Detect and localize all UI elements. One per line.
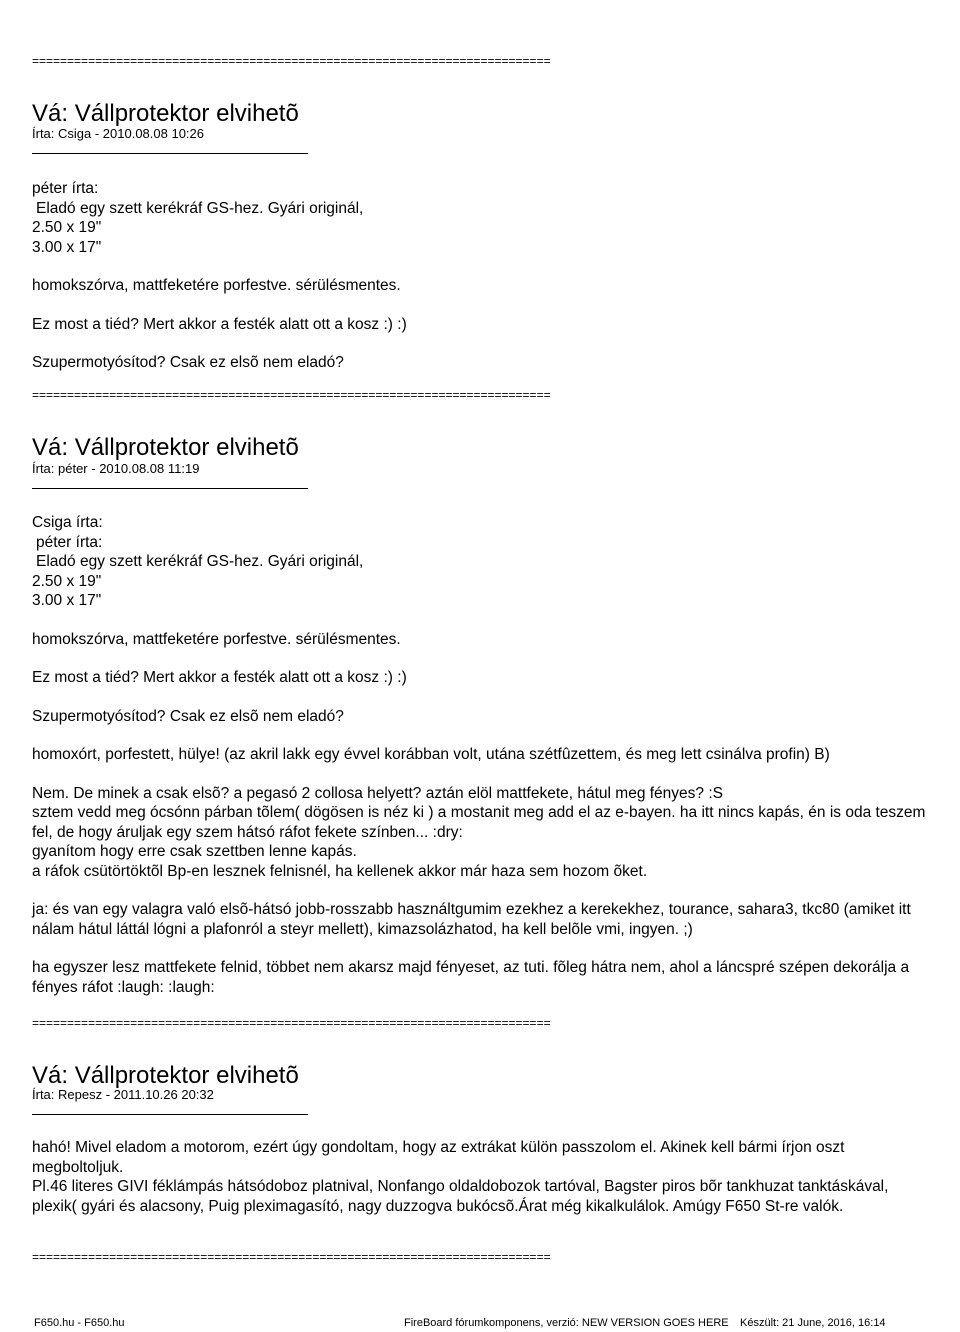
post-meta: Írta: péter - 2010.08.08 11:19 — [32, 461, 200, 476]
post-text: Ez most a tiéd? Mert akkor a festék alatt ott a kosz :) :) — [32, 315, 407, 333]
quote-text: Eladó egy szett kerékráf GS-hez. Gyári originál, — [36, 553, 364, 570]
post-body — [32, 1138, 932, 1216]
quote-text: homokszórva, mattfeketére porfestve. sérülésmentes. — [32, 630, 401, 648]
post-meta: Írta: Repesz - 2011.10.26 20:32 — [32, 1087, 214, 1102]
post-title: Vá: Vállprotektor elvihetõ — [32, 100, 299, 127]
post-text: Szupermotyósítod? Csak ez elsõ nem eladó? — [32, 354, 344, 371]
quote-author: péter írta: — [32, 180, 99, 197]
separator-line: ========================================================================== — [32, 54, 551, 68]
post-rule — [32, 1114, 308, 1115]
quote-author: Csiga írta: — [32, 514, 103, 531]
post-body — [32, 179, 932, 373]
post-text: sztem vedd meg ócsónn párban tõlem( dögösen is néz ki ) a mostanit meg add el az e-bayen. ha itt nincs kapás, én is oda teszem fel, de hogy áruljak egy szem hátsó ráfot fekete színben... :dry: — [32, 804, 926, 841]
footer-component: FireBoard fórumkomponens, verzió: NEW VERSION GOES HERE — [404, 1317, 729, 1329]
post-title: Vá: Vállprotektor elvihetõ — [32, 1062, 299, 1089]
post-body — [32, 513, 932, 997]
post-text: a ráfok csütörtöktõl Bp-en lesznek felnisnél, ha kellenek akkor már haza sem hozom õket. — [32, 862, 648, 880]
quote-text: 2.50 x 19" — [32, 219, 102, 236]
post-title: Vá: Vállprotektor elvihetõ — [32, 434, 299, 461]
separator-line: ========================================================================== — [32, 1016, 551, 1030]
separator-line: ========================================================================== — [32, 1250, 551, 1264]
post-text: Nem. De minek a csak elsõ? a pegasó 2 collosa helyett? aztán elöl mattfekete, hátul meg fényes? :S — [32, 784, 723, 802]
footer-site: F650.hu - F650.hu — [34, 1317, 125, 1329]
post-text: ja: és van egy valagra való elsõ-hátsó jobb-rosszabb használtgumim ezekhez a kerekekhez, tourance, sahara3, tkc80 (amiket itt nálam hátul láttál lógni a plafonról a steyr mellett), kimazsolázhatod, ha kell belõle vmi, ingyen. ;) — [32, 901, 911, 938]
footer-generated: Készült: 21 June, 2016, 16:14 — [740, 1317, 886, 1329]
post-text: Pl.46 literes GIVI féklámpás hátsódoboz platnival, Nonfango oldaldobozok tartóval, Bagster piros bõr tankhuzat tanktáskával, plexik( gyári és alacsony, Puig pleximagasító, nagy duzzogva bukócsõ.Árat még kikalkulálok. Amúgy F650 St-re valók. — [32, 1178, 889, 1215]
quote-text: homokszórva, mattfeketére porfestve. sérülésmentes. — [32, 277, 401, 294]
post-text: ha egyszer lesz mattfekete felnid, többet nem akarsz majd fényeset, az tuti. fõleg hátra nem, ahol a láncspré szépen dekorálja a fényes ráfot :laugh: :laugh: — [32, 959, 910, 996]
quote-text: 2.50 x 19" — [32, 572, 102, 590]
quote-text: 3.00 x 17" — [32, 238, 102, 256]
quote-author: péter írta: — [36, 533, 103, 551]
post-rule — [32, 153, 308, 154]
quote-text: Eladó egy szett kerékráf GS-hez. Gyári originál, — [36, 199, 364, 217]
post-text: hahó! Mivel eladom a motorom, ezért úgy gondoltam, hogy az extrákat külön passzolom el. Akinek kell bármi írjon oszt megboltoljuk. — [32, 1139, 845, 1176]
quote-text: 3.00 x 17" — [32, 592, 102, 609]
quote-text: Szupermotyósítod? Csak ez elsõ nem eladó? — [32, 707, 344, 725]
post-meta: Írta: Csiga - 2010.08.08 10:26 — [32, 126, 205, 141]
separator-line: ========================================================================== — [32, 388, 551, 402]
quote-text: Ez most a tiéd? Mert akkor a festék alatt ott a kosz :) :) — [32, 669, 407, 686]
post-rule — [32, 488, 308, 489]
post-text: gyanítom hogy erre csak szettben lenne kapás. — [32, 843, 357, 860]
post-text: homoxórt, porfestett, hülye! (az akril lakk egy évvel korábban volt, utána szétfûzettem, és meg lett csinálva profin) B) — [32, 746, 830, 763]
